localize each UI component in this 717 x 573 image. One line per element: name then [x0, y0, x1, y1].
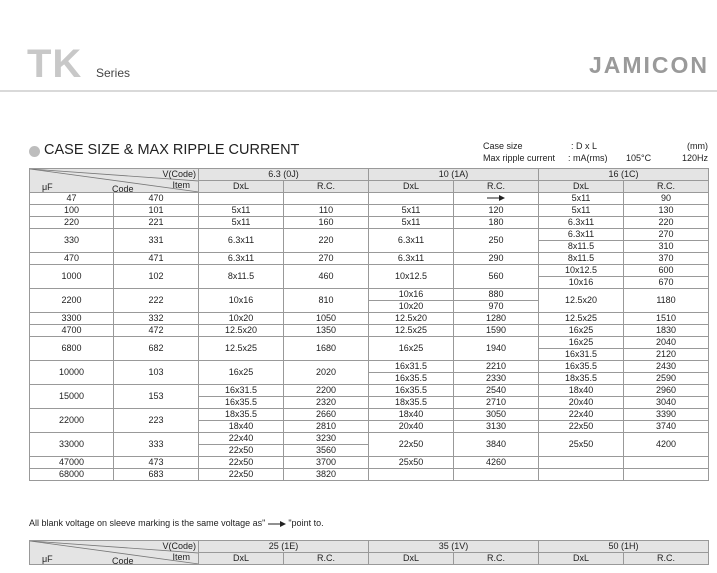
voltage-header: 16 (1C)	[539, 169, 709, 181]
column-subheader: DxL	[199, 181, 284, 193]
capacitance-cell: 330	[30, 229, 114, 253]
ripple-current-cell: 460	[284, 265, 369, 289]
code-cell: 331	[114, 229, 199, 253]
case-size-cell: 10x20	[199, 313, 284, 325]
section-bullet-icon	[29, 146, 40, 157]
capacitance-cell: 3300	[30, 313, 114, 325]
note-text-after: "point to.	[288, 518, 324, 528]
brand-logo: JAMICON	[588, 52, 709, 78]
ripple-current-cell: 3130	[454, 421, 539, 433]
table-row	[30, 457, 709, 469]
ripple-current-cell: 4260	[454, 457, 539, 469]
case-size-cell: 22x50	[369, 433, 454, 457]
ripple-current-cell: 2210	[454, 361, 539, 373]
capacitance-cell: 100	[30, 205, 114, 217]
section-title: CASE SIZE & MAX RIPPLE CURRENT	[44, 142, 300, 158]
code-cell: 222	[114, 289, 199, 313]
ripple-current-cell: 90	[624, 193, 709, 205]
ripple-current-cell: 880	[454, 289, 539, 301]
series-label: Series	[96, 66, 131, 80]
ripple-current-cell: 2660	[284, 409, 369, 421]
ripple-table-high-voltage	[29, 540, 709, 565]
code-cell: 471	[114, 253, 199, 265]
ripple-current-cell: 3840	[454, 433, 539, 457]
capacitance-cell: 1000	[30, 265, 114, 289]
case-size-cell: 22x50	[199, 469, 284, 481]
voltage-header: 35 (1V)	[369, 541, 539, 553]
case-size-cell: 5x11	[539, 205, 624, 217]
table-row	[30, 289, 709, 301]
case-size-label: Case size	[483, 141, 523, 151]
ripple-current-cell: 250	[454, 229, 539, 253]
ripple-current-cell: 3230	[284, 433, 369, 445]
table-row	[30, 205, 709, 217]
ripple-value: : mA(rms)	[568, 153, 608, 163]
code-cell: 102	[114, 265, 199, 289]
case-size-cell: 22x40	[539, 409, 624, 421]
case-size-cell: 6.3x11	[539, 217, 624, 229]
table-row	[30, 229, 709, 241]
ripple-current-cell: 1280	[454, 313, 539, 325]
column-subheader: R.C.	[624, 553, 709, 565]
case-size-cell: 16x35.5	[539, 361, 624, 373]
case-size-cell: 22x50	[199, 457, 284, 469]
ripple-current-cell: 1510	[624, 313, 709, 325]
voltage-header: 10 (1A)	[369, 169, 539, 181]
column-subheader: DxL	[199, 553, 284, 565]
voltage-header: 6.3 (0J)	[199, 169, 369, 181]
voltage-header: 50 (1H)	[539, 541, 709, 553]
case-size-cell: 16x25	[539, 325, 624, 337]
case-size-cell: 5x11	[199, 205, 284, 217]
ripple-current-cell: 3820	[284, 469, 369, 481]
ripple-current-cell: 2960	[624, 385, 709, 397]
voltage-header: 25 (1E)	[199, 541, 369, 553]
case-size-cell: 22x40	[199, 433, 284, 445]
ripple-current-cell: 3390	[624, 409, 709, 421]
capacitance-cell: 470	[30, 253, 114, 265]
code-cell: 683	[114, 469, 199, 481]
ripple-current-cell: 2040	[624, 337, 709, 349]
case-size-cell: 16x35.5	[369, 385, 454, 397]
code-cell: 101	[114, 205, 199, 217]
table-row	[30, 193, 709, 205]
capacitance-cell: 2200	[30, 289, 114, 313]
code-cell: 470	[114, 193, 199, 205]
ripple-current-cell	[624, 457, 709, 469]
ripple-current-cell: 1830	[624, 325, 709, 337]
ripple-temp: 105°C	[626, 153, 652, 163]
corner-code-label: Code	[112, 184, 134, 193]
table-row	[30, 217, 709, 229]
case-size-cell: 6.3x11	[369, 229, 454, 253]
capacitance-cell: 4700	[30, 325, 114, 337]
legend	[483, 140, 708, 164]
column-subheader: DxL	[539, 181, 624, 193]
ripple-current-cell: 2430	[624, 361, 709, 373]
case-size-cell: 20x40	[369, 421, 454, 433]
capacitance-cell: 68000	[30, 469, 114, 481]
ripple-current-cell: 2020	[284, 361, 369, 385]
arrow-right-icon	[487, 195, 505, 201]
case-size-unit: (mm)	[687, 141, 708, 151]
ripple-current-cell	[454, 193, 539, 205]
case-size-cell: 10x12.5	[369, 265, 454, 289]
case-size-cell: 6.3x11	[539, 229, 624, 241]
voltage-header-row	[30, 169, 709, 181]
case-size-cell: 5x11	[539, 193, 624, 205]
ripple-current-cell: 3050	[454, 409, 539, 421]
case-size-cell: 6.3x11	[199, 253, 284, 265]
arrow-right-icon	[268, 521, 286, 527]
ripple-current-cell	[284, 193, 369, 205]
corner-header	[30, 541, 199, 565]
table-row	[30, 385, 709, 397]
code-cell: 472	[114, 325, 199, 337]
case-size-cell: 12.5x20	[369, 313, 454, 325]
table-row	[30, 361, 709, 373]
ripple-current-cell	[624, 469, 709, 481]
case-size-cell: 18x40	[199, 421, 284, 433]
case-size-cell: 5x11	[199, 217, 284, 229]
ripple-current-cell: 2590	[624, 373, 709, 385]
case-size-cell: 8x11.5	[199, 265, 284, 289]
ripple-current-cell: 1940	[454, 337, 539, 361]
blank-voltage-note	[29, 518, 324, 528]
case-size-cell: 10x16	[199, 289, 284, 313]
table-row	[30, 337, 709, 349]
case-size-cell	[369, 469, 454, 481]
code-cell: 473	[114, 457, 199, 469]
ripple-current-cell: 1680	[284, 337, 369, 361]
case-size-cell: 8x11.5	[539, 253, 624, 265]
table-row	[30, 313, 709, 325]
case-size-cell	[539, 457, 624, 469]
ripple-current-cell: 270	[624, 229, 709, 241]
column-subheader: R.C.	[624, 181, 709, 193]
case-size-cell: 16x31.5	[199, 385, 284, 397]
corner-uf-label: μF	[42, 182, 53, 192]
case-size-cell: 18x35.5	[369, 397, 454, 409]
case-size-cell	[539, 469, 624, 481]
column-subheader: R.C.	[454, 553, 539, 565]
series-code: TK	[27, 42, 83, 86]
case-size-cell: 12.5x20	[539, 289, 624, 313]
code-cell: 103	[114, 361, 199, 385]
capacitance-cell: 47000	[30, 457, 114, 469]
case-size-cell: 18x40	[539, 385, 624, 397]
case-size-cell: 10x12.5	[539, 265, 624, 277]
code-cell: 333	[114, 433, 199, 457]
ripple-current-cell: 130	[624, 205, 709, 217]
case-size-cell: 16x31.5	[369, 361, 454, 373]
column-subheader: R.C.	[284, 181, 369, 193]
ripple-current-cell: 3560	[284, 445, 369, 457]
case-size-cell: 18x35.5	[539, 373, 624, 385]
case-size-cell: 10x16	[539, 277, 624, 289]
ripple-current-cell: 4200	[624, 433, 709, 457]
capacitance-cell: 33000	[30, 433, 114, 457]
ripple-current-cell: 970	[454, 301, 539, 313]
case-size-cell: 16x35.5	[369, 373, 454, 385]
corner-item-label: Item	[172, 180, 190, 190]
case-size-cell: 12.5x25	[539, 313, 624, 325]
ripple-current-cell: 160	[284, 217, 369, 229]
corner-code-label: Code	[112, 556, 134, 565]
table-row	[30, 265, 709, 277]
ripple-current-cell: 120	[454, 205, 539, 217]
column-subheader: DxL	[369, 553, 454, 565]
case-size-cell: 25x50	[539, 433, 624, 457]
column-subheader: R.C.	[284, 553, 369, 565]
ripple-current-cell: 1050	[284, 313, 369, 325]
corner-item-label: Item	[172, 552, 190, 562]
ripple-table-low-voltage	[29, 168, 709, 481]
case-size-cell: 25x50	[369, 457, 454, 469]
capacitance-cell: 47	[30, 193, 114, 205]
code-cell: 221	[114, 217, 199, 229]
ripple-current-cell: 3700	[284, 457, 369, 469]
ripple-current-cell: 370	[624, 253, 709, 265]
code-cell: 153	[114, 385, 199, 409]
ripple-current-cell: 1350	[284, 325, 369, 337]
case-size-cell: 12.5x20	[199, 325, 284, 337]
column-subheader: DxL	[539, 553, 624, 565]
capacitance-cell: 220	[30, 217, 114, 229]
table-row	[30, 433, 709, 445]
capacitance-cell: 22000	[30, 409, 114, 433]
ripple-current-cell: 600	[624, 265, 709, 277]
case-size-cell: 5x11	[369, 217, 454, 229]
case-size-cell: 16x35.5	[199, 397, 284, 409]
case-size-cell: 16x25	[539, 337, 624, 349]
column-subheader: DxL	[369, 181, 454, 193]
ripple-current-cell: 1590	[454, 325, 539, 337]
ripple-current-cell: 310	[624, 241, 709, 253]
ripple-current-cell: 2120	[624, 349, 709, 361]
ripple-current-cell: 290	[454, 253, 539, 265]
voltage-header-row	[30, 541, 709, 553]
ripple-current-cell: 2200	[284, 385, 369, 397]
case-size-cell	[369, 193, 454, 205]
ripple-current-cell: 2320	[284, 397, 369, 409]
case-size-cell: 6.3x11	[369, 253, 454, 265]
case-size-cell	[199, 193, 284, 205]
code-cell: 332	[114, 313, 199, 325]
ripple-freq: 120Hz	[681, 153, 708, 163]
case-size-cell: 6.3x11	[199, 229, 284, 253]
capacitance-cell: 15000	[30, 385, 114, 409]
case-size-cell: 16x31.5	[539, 349, 624, 361]
ripple-label: Max ripple current	[483, 153, 556, 163]
ripple-current-cell: 2330	[454, 373, 539, 385]
ripple-current-cell: 180	[454, 217, 539, 229]
case-size-cell: 16x25	[369, 337, 454, 361]
ripple-current-cell: 3740	[624, 421, 709, 433]
case-size-cell: 8x11.5	[539, 241, 624, 253]
code-cell: 223	[114, 409, 199, 433]
ripple-current-cell: 2810	[284, 421, 369, 433]
case-size-cell: 10x16	[369, 289, 454, 301]
ripple-current-cell: 220	[284, 229, 369, 253]
case-size-cell: 18x35.5	[199, 409, 284, 421]
case-size-cell: 12.5x25	[369, 325, 454, 337]
corner-vcode-label: V(Code)	[162, 169, 196, 179]
ripple-current-cell: 2540	[454, 385, 539, 397]
column-subheader: R.C.	[454, 181, 539, 193]
corner-vcode-label: V(Code)	[162, 541, 196, 551]
table-row	[30, 469, 709, 481]
ripple-current-cell: 670	[624, 277, 709, 289]
ripple-current-cell: 110	[284, 205, 369, 217]
table-row	[30, 409, 709, 421]
ripple-current-cell: 270	[284, 253, 369, 265]
case-size-cell: 10x20	[369, 301, 454, 313]
ripple-current-cell	[454, 469, 539, 481]
capacitance-cell: 10000	[30, 361, 114, 385]
ripple-current-cell: 560	[454, 265, 539, 289]
note-text-before: All blank voltage on sleeve marking is the same voltage as"	[29, 518, 266, 528]
case-size-value: : D x L	[571, 141, 598, 151]
case-size-cell: 22x50	[539, 421, 624, 433]
ripple-current-cell: 1180	[624, 289, 709, 313]
case-size-cell: 16x25	[199, 361, 284, 385]
table-row	[30, 253, 709, 265]
case-size-cell: 22x50	[199, 445, 284, 457]
capacitance-cell: 6800	[30, 337, 114, 361]
ripple-current-cell: 220	[624, 217, 709, 229]
header-divider	[0, 90, 717, 92]
code-cell: 682	[114, 337, 199, 361]
ripple-current-cell: 810	[284, 289, 369, 313]
case-size-cell: 12.5x25	[199, 337, 284, 361]
case-size-cell: 18x40	[369, 409, 454, 421]
ripple-current-cell: 3040	[624, 397, 709, 409]
table-row	[30, 325, 709, 337]
ripple-current-cell: 2710	[454, 397, 539, 409]
case-size-cell: 20x40	[539, 397, 624, 409]
corner-header	[30, 169, 199, 193]
case-size-cell: 5x11	[369, 205, 454, 217]
corner-uf-label: μF	[42, 554, 53, 564]
